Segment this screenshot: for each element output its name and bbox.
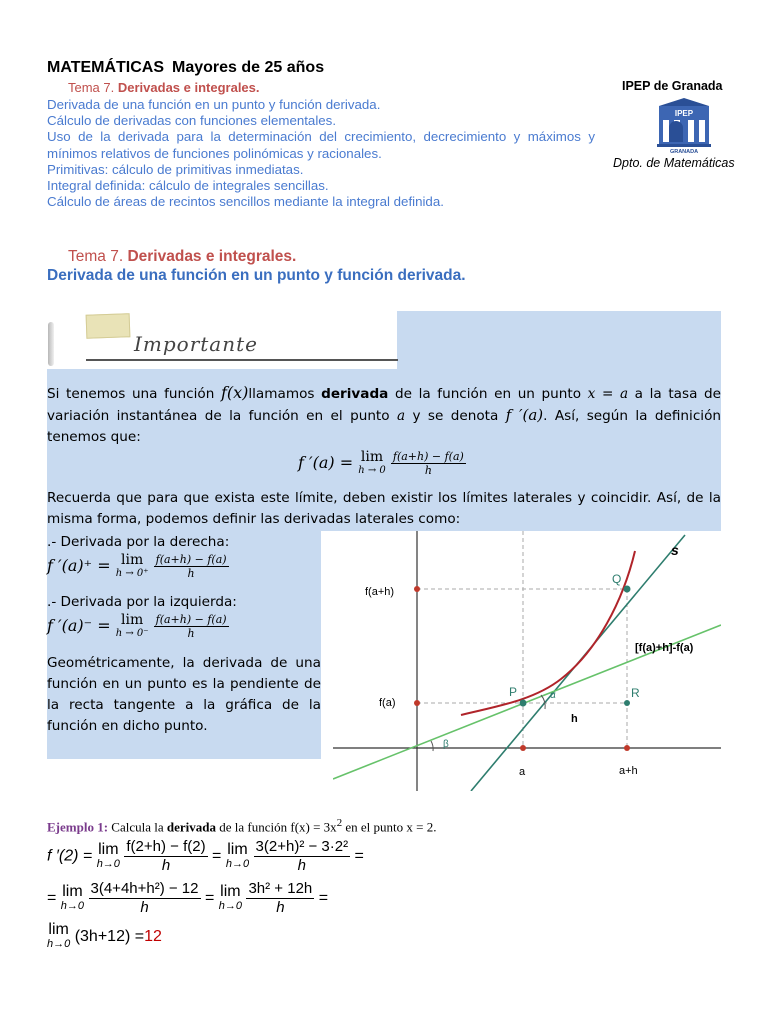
label-faph: f(a+h) (365, 586, 395, 598)
example-step-2 (47, 880, 328, 917)
lim-word: lim (48, 921, 69, 938)
bold-derivada: derivada (166, 819, 216, 835)
fraction-denominator: h (187, 567, 195, 580)
point-faph (414, 586, 420, 592)
lim-word: lim (360, 448, 384, 465)
scroll-curl-decoration (48, 322, 54, 366)
limit-operator (115, 611, 149, 640)
label-alpha: α (550, 690, 556, 701)
left-derivative-label: .- Derivada por la izquierda: (47, 594, 237, 610)
department-name: Dpto. de Matemáticas (613, 156, 735, 170)
fraction-numerator: 3(2+h)² − 3·2² (255, 838, 349, 855)
limit-operator (47, 922, 70, 952)
lim-subscript: h→0 (96, 857, 120, 870)
document-title (47, 59, 324, 77)
toc-item: Cálculo de áreas de recintos sencillos mediante la integral definida. (47, 194, 444, 210)
fraction-denominator: h (187, 627, 195, 640)
limit-expression: (3h+12) = (74, 928, 145, 946)
example-step-3 (47, 922, 162, 952)
label-beta: β (443, 739, 449, 750)
point-a (520, 745, 526, 751)
section-topic-prefix: Tema 7. (68, 248, 124, 265)
toc-item: Primitivas: cálculo de primitivas inmediatas. (47, 161, 304, 177)
topic-heading-small (68, 80, 260, 95)
point-R (624, 700, 630, 706)
lim-word: lim (121, 611, 144, 628)
lim-subscript: h→0 (47, 938, 71, 950)
label-h: h (571, 713, 578, 725)
banner-underline (86, 359, 398, 361)
fraction-numerator: 3(4+4h+h²) − 12 (90, 880, 199, 897)
text-run: . Así, según la definición tenemos que: (47, 408, 721, 445)
formula-lhs: f ′(a) = (298, 453, 354, 472)
limit-operator (115, 551, 149, 580)
fraction-denominator: h (276, 899, 285, 916)
point-P (520, 700, 527, 707)
limit-operator (226, 842, 249, 872)
superscript: 2 (336, 817, 343, 829)
lim-subscript: h→0 (225, 857, 250, 870)
topic-name: Derivadas e integrales. (117, 80, 260, 95)
lim-subscript: h→0 (218, 899, 242, 912)
label-difference: [f(a)+h]-f(a) (635, 642, 694, 654)
lim-word: lim (98, 840, 119, 858)
fraction-denominator: h (140, 899, 149, 916)
text-run: llamamos (248, 386, 322, 402)
toc-item: Uso de la derivada para la determinación del crecimiento, decrecimiento y máximos y mínimos relativos de funciones polinómicas y racionales. (47, 129, 595, 161)
limit-operator (97, 842, 120, 872)
toc-item: Integral definida: cálculo de integrales sencillas. (47, 178, 329, 194)
lim-word: lim (62, 882, 83, 900)
limit-operator (358, 448, 386, 477)
fraction-numerator: f(a+h) − f(a) (155, 553, 227, 566)
formula-lhs: f ′(2) = (47, 847, 93, 865)
left-derivative-formula (47, 613, 229, 640)
fraction-numerator: f(a+h) − f(a) (155, 613, 227, 626)
school-name: IPEP de Granada (622, 79, 723, 93)
example-step-1 (47, 838, 364, 875)
fraction (154, 613, 229, 640)
example-result: 12 (144, 928, 162, 946)
fraction (154, 553, 229, 580)
geometric-interpretation: Geométricamente, la derivada de una función en un punto es la pendiente de la recta tangente a la gráfica de la función en dicho punto. (47, 655, 321, 734)
lim-subscript: h→0 (60, 899, 85, 912)
point-fa (414, 700, 420, 706)
point-aph (624, 745, 630, 751)
math-fprime-a: f ′(a) (505, 406, 544, 424)
text-run: de la función f(x) = 3x (216, 819, 337, 835)
math-fx: f(x) (220, 383, 249, 402)
equals: = (354, 847, 364, 865)
section-topic (68, 248, 296, 266)
label-s: s (671, 542, 679, 558)
fraction (391, 450, 466, 477)
derivative-definition-formula (298, 450, 466, 477)
logo-text-bottom: GRANADA (669, 149, 699, 154)
title-main: MATEMÁTICAS (47, 59, 165, 76)
lim-word: lim (220, 882, 241, 900)
text-run: a la tasa de variación instantánea de la función en el punto (47, 386, 722, 424)
equals: = (204, 889, 215, 907)
equals: = (318, 889, 329, 907)
topic-prefix: Tema 7. (68, 80, 115, 95)
title-sub: Mayores de 25 años (172, 59, 325, 76)
bold-derivada: derivada (321, 386, 389, 402)
table-of-contents (47, 97, 595, 210)
important-banner: Importante (134, 332, 258, 356)
text-run: Si tenemos una función (47, 386, 221, 402)
function-curve (461, 551, 635, 715)
lim-word: lim (227, 840, 248, 858)
text-run: y se denota (405, 408, 506, 424)
lim-subscript: h → 0 (358, 464, 386, 476)
limit-operator (61, 884, 84, 914)
equals: = (47, 889, 57, 907)
definition-paragraph (47, 382, 721, 448)
lim-word: lim (121, 551, 144, 568)
fraction-numerator: f(2+h) − f(2) (126, 838, 206, 855)
toc-item: Derivada de una función en un punto y función derivada. (47, 97, 381, 112)
logo-text-top: IPEP (674, 109, 694, 118)
tangent-secant-diagram (333, 531, 721, 791)
math-x-equals-a: x = a (587, 386, 629, 402)
text-run: de la función en un punto (388, 386, 588, 402)
text-run: en el punto x = 2. (342, 819, 437, 835)
right-derivative-label: .- Derivada por la derecha: (47, 534, 230, 550)
fraction-numerator: 3h² + 12h (248, 880, 313, 897)
fraction-denominator: h (424, 464, 432, 477)
fraction-denominator: h (161, 857, 171, 874)
label-aph: a+h (619, 765, 638, 777)
formula-lhs: f ′(a)⁺ = (47, 556, 111, 575)
formula-lhs: f ′(a)⁻ = (47, 616, 111, 635)
math-a: a (396, 408, 406, 424)
right-derivative-formula (47, 553, 229, 580)
tape-decoration (86, 313, 131, 339)
section-subtitle: Derivada de una función en un punto y función derivada. (47, 267, 466, 284)
lim-subscript: h → 0⁻ (115, 627, 149, 639)
fraction (124, 838, 207, 875)
point-Q (624, 586, 631, 593)
label-R: R (631, 686, 640, 700)
example-statement (47, 817, 436, 835)
fraction (89, 880, 201, 917)
label-a: a (519, 766, 526, 778)
section-topic-name: Derivadas e integrales. (127, 248, 297, 265)
lateral-limits-paragraph: Recuerda que para que exista este límite, deben existir los límites laterales y coincidir. Así, de la misma forma, podemos definir las derivadas laterales como: (47, 490, 721, 527)
limit-operator (219, 884, 242, 914)
label-fa: f(a) (379, 697, 396, 709)
fraction-denominator: h (297, 857, 306, 874)
toc-item: Cálculo de derivadas con funciones elementales. (47, 113, 337, 129)
equals: = (212, 847, 222, 865)
school-logo (653, 96, 715, 154)
text-run: Calcula la (108, 819, 167, 835)
fraction-numerator: f(a+h) − f(a) (392, 450, 464, 463)
fraction (246, 880, 314, 917)
fraction (254, 838, 351, 875)
lim-subscript: h → 0⁺ (115, 567, 149, 579)
label-Q: Q (612, 572, 622, 586)
example-label: Ejemplo 1: (47, 819, 109, 835)
label-P: P (509, 685, 518, 699)
